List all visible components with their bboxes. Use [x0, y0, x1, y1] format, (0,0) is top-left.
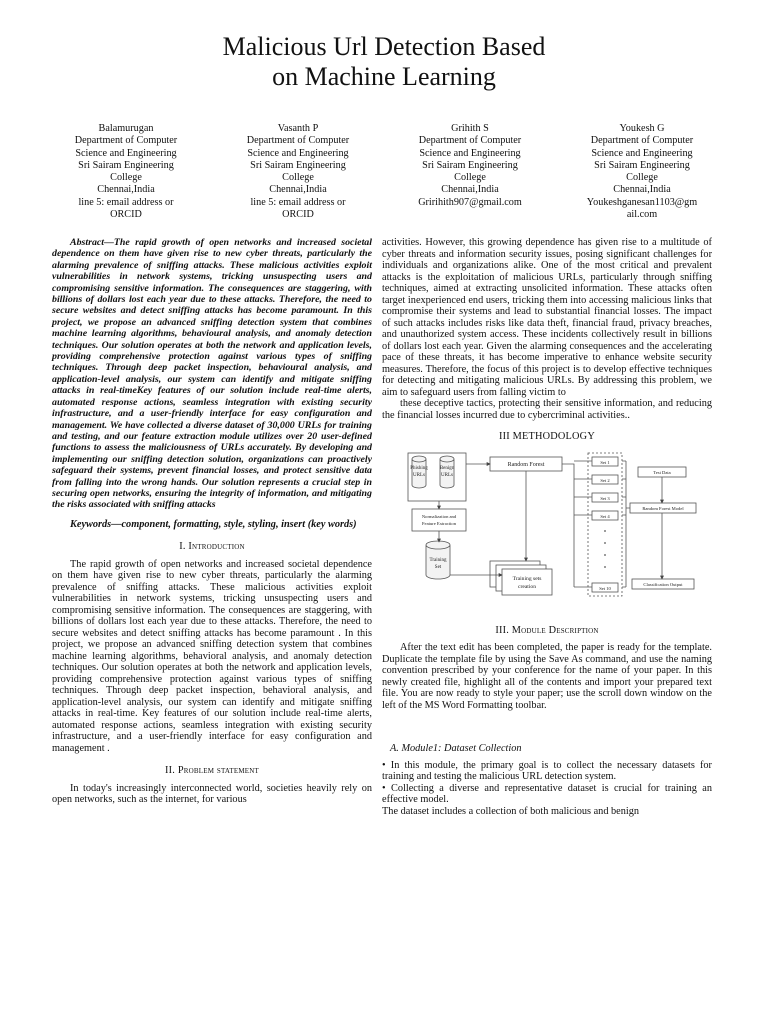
author-dept: Department of Computer	[74, 135, 178, 147]
problem-statement-continued-2: these deceptive tactics, protecting their sensitive information, and reducing the financial losses incurred due to cybercriminal activities..	[382, 398, 712, 421]
author-contact: Gririhith907@gmail.com	[418, 196, 522, 208]
module-description-body: After the text edit has been completed, the paper is ready for the template. Duplicate the template file by using the Save As command, and use the naming convention prescribed by your conference for the name of your paper. In this newly created file, highlight all of the contents and import your prepared text file. You are now ready to style your paper; use the scroll down window on the left of the MS Word Formatting toolbar.	[382, 642, 712, 711]
author-contact: ORCID	[110, 209, 142, 221]
normalization-box	[412, 509, 466, 531]
author-college: College	[626, 172, 658, 184]
paper-title	[0, 32, 768, 92]
methodology-heading: III METHODOLOGY	[499, 431, 595, 442]
left-column	[52, 237, 372, 806]
abstract: Abstract—The rapid growth of open networks and increased societal dependence on them have given rise to new cyber threats, particularly the alarming prevalence of sniffing attacks. These malicious activities exploit vulnerabilities in network systems, tricking unsuspecting users and compromising sensitive information. The consequences are staggering, with billions of dollars lost each year due to these attacks. Therefore, the need to secure websites and detect sniffing attacks has become paramount. In this project, we propose an advanced sniffing detection system that combines machine learning algorithms, behavioural analysis, and anomaly detection techniques. Our solution operates at both the network and application levels, providing comprehensive protection against various types of sniffing techniques. Through deep packet inspection, behavioural analysis, and application-level analysis, our system can identify and mitigate sniffing attacks in real-timeKey features of our solution include real-time alerts, automated response actions, seamless integration with existing security infrastructure, and a user-friendly interface for easy configuration and management. We have collected a diverse dataset of 30,000 URLs for training and testing, and our feature extraction module utilizes over 20 user-defined functions to assess the maliciousness of URLs accurately. By developing and implementing our sniffing detection solution, organizations can proactively safeguard their systems, prevent financial losses, and protect sensitive data from falling into the wrong hands. Our solution represents a crucial step in securing open networks, ensuring the integrity of information, and mitigating the risks associated with sniffing attacks	[52, 237, 372, 511]
problem-statement-heading: II. Problem statement	[165, 765, 259, 777]
author-city: Chennai,India	[441, 184, 499, 196]
author-name: Youkesh G	[619, 123, 665, 134]
author-city: Chennai,India	[269, 184, 327, 196]
set-label: Set 2	[600, 477, 610, 483]
keywords: Keywords—component, formatting, style, styling, insert (key words)	[70, 518, 357, 530]
module1-bullet-1: • In this module, the primary goal is to collect the necessary datasets for training and testing the malicious URL detection system.	[382, 759, 712, 782]
training-sets-label: Training sets	[512, 575, 542, 582]
benign-cylinder	[440, 456, 454, 488]
author-dept: Science and Engineering	[75, 147, 177, 159]
random-forest-label: Random Forest	[507, 461, 545, 468]
author-contact: line 5: email address or	[250, 196, 346, 208]
author-college: Sri Sairam Engineering	[594, 159, 690, 171]
author-dept: Department of Computer	[418, 135, 522, 147]
author-college: College	[282, 172, 314, 184]
title-line-2: on Machine Learning	[272, 62, 496, 91]
set-label: Set 1	[600, 459, 610, 465]
module1-heading: A. Module1: Dataset Collection	[390, 743, 522, 754]
author-contact: Youkeshganesan1103@gm	[586, 196, 698, 208]
author-1	[40, 123, 212, 221]
test-data-label: Test Data	[653, 469, 671, 475]
training-set-label: Training	[429, 557, 447, 563]
benign-label: URLs	[441, 472, 453, 478]
author-contact: ORCID	[282, 209, 314, 221]
module-description-heading: III. Module Description	[495, 624, 599, 636]
author-dept: Science and Engineering	[247, 147, 349, 159]
author-3	[384, 123, 556, 221]
author-dept: Department of Computer	[246, 135, 350, 147]
training-sets-box	[502, 569, 552, 595]
sets-group	[588, 453, 622, 596]
author-college: College	[454, 172, 486, 184]
normalization-label: Feature Extraction	[421, 520, 457, 526]
author-name: Balamurugan	[98, 123, 154, 134]
benign-label: Benign	[439, 465, 455, 471]
title-line-1: Malicious Url Detection Based	[222, 32, 546, 61]
module1-body: The dataset includes a collection of both malicious and benign	[382, 805, 640, 817]
right-column	[382, 237, 712, 817]
training-set-label: Set	[434, 564, 442, 570]
author-college: College	[110, 172, 142, 184]
phishing-label: Phishing	[410, 465, 428, 471]
author-dept: Science and Engineering	[419, 147, 521, 159]
module1-bullet-2: • Collecting a diverse and representative dataset is crucial for training an effective model.	[382, 782, 712, 805]
set-label: Set 10	[599, 585, 611, 591]
methodology-diagram	[402, 449, 710, 609]
introduction-heading: I. Introduction	[179, 541, 245, 553]
author-dept: Science and Engineering	[591, 147, 693, 159]
classification-label: Classification Output	[643, 581, 683, 587]
problem-statement-body: In today's increasingly interconnected world, societies heavily rely on open networks, such as the internet, for various	[52, 782, 372, 806]
set-label: Set 4	[600, 513, 610, 519]
author-contact: ail.com	[626, 209, 658, 221]
author-college: Sri Sairam Engineering	[422, 159, 518, 171]
introduction-body: The rapid growth of open networks and increased societal dependence on them have given rise to new cyber threats, particularly the alarming prevalence of sniffing attacks. These malicious activities exploit vulnerabilities in network systems, tricking unsuspecting users and compromising sensitive information. The consequences are staggering, with billions of dollars lost each year due to these attacks. Therefore, the need to secure websites and detect sniffing attacks has become paramount . In this project, we propose an advanced sniffing detection system that combines machine learning algorithms, behavioral analysis, and anomaly detection techniques. Our solution operates at both the network and application levels, providing comprehensive protection against various types of sniffing techniques. Through deep packet inspection, behavioral analysis, and application-level analysis, our system can identify and mitigate sniffing attacks in real-time. Key features of our solution include real-time alerts, automated response actions, seamless integration with existing security infrastructure, and a user-friendly interface for easy configuration and management .	[52, 558, 372, 754]
author-city: Chennai,India	[97, 184, 155, 196]
author-2	[212, 123, 384, 221]
problem-statement-continued: activities. However, this growing dependence has given rise to a multitude of cyber threats and information security issues, posing significant challenges for individuals and organizations alike. One of the most critical and prevalent attacks is the exploitation of malicious URLs, particularly through sniffing techniques, aimed at extracting unsolicited information. These attacks often target inexperienced end users, tricking them into accessing malicious links that compromise their systems and lead to substantial financial losses. The impact of such attacks includes risks like data theft, financial fraud, privacy breaches, and unauthorized system access. These incidents collectively result in billions of dollars lost each year. Given the alarming consequences and the accelerating pace of these threats, it has become imperative to enhance website security measures. Therefore, the focus of this project is to develop effective techniques for detecting and mitigating malicious URLs. By addressing this problem, we aim to safeguard users from falling victim to	[382, 237, 712, 398]
phishing-cylinder	[412, 456, 426, 488]
author-block	[40, 123, 728, 221]
rf-model-label: Random Forest Model	[642, 505, 684, 511]
author-name: Grihith S	[451, 123, 489, 134]
author-college: Sri Sairam Engineering	[250, 159, 346, 171]
set-label: Set 3	[600, 495, 610, 501]
author-city: Chennai,India	[613, 184, 671, 196]
author-dept: Department of Computer	[590, 135, 694, 147]
author-college: Sri Sairam Engineering	[78, 159, 174, 171]
phishing-label: URLs	[413, 472, 425, 478]
normalization-label: Normalization and	[421, 513, 457, 519]
author-name: Vasanth P	[277, 123, 319, 134]
training-sets-label: creation	[517, 583, 537, 590]
author-4	[556, 123, 728, 221]
author-contact: line 5: email address or	[78, 196, 174, 208]
